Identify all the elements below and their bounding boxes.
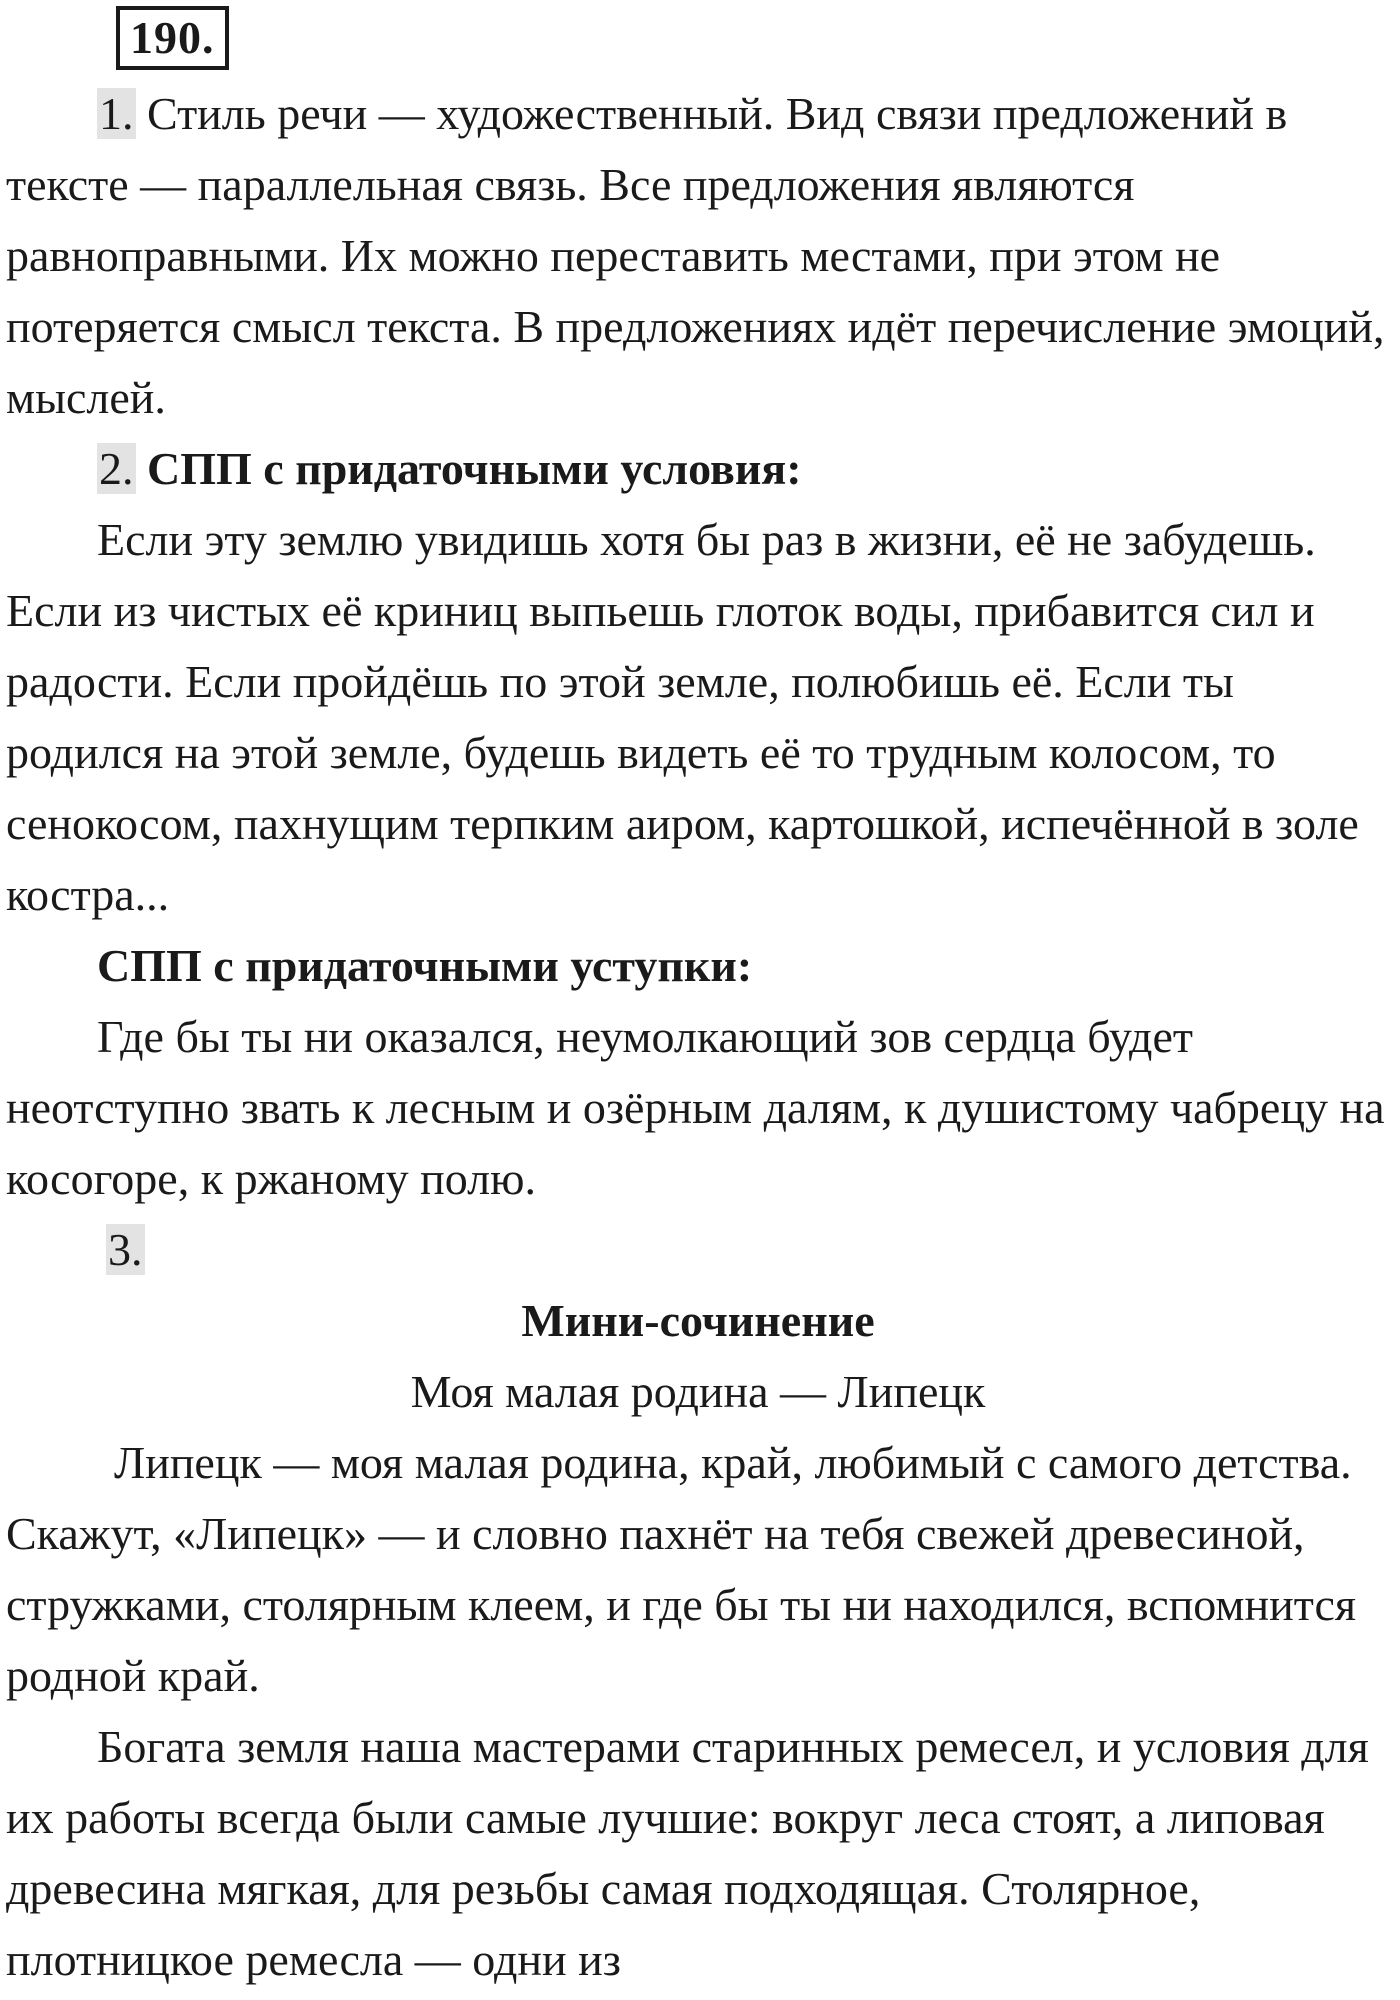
essay-paragraph-1: Липецк — моя малая родина, край, любимый с самого детства. Скажут, «Липецк» — и словно пахнёт на тебя свежей древесиной, стружками, столярным клеем, и где бы ты ни находился, вспомнится родной край. (6, 1437, 1357, 1701)
exercise-number-box (116, 6, 229, 70)
item-1-text: Стиль речи — художественный. Вид связи предложений в тексте — параллельная связь. Все предложения являются равноправными. Их можно переставить местами, при этом не потеряется смысл текста. В предложениях идёт перечисление эмоций, мыслей. (6, 88, 1385, 423)
item-3-number: 3. (108, 1224, 143, 1275)
answer-content (6, 78, 1390, 1995)
essay-paragraph-2: Богата земля наша мастерами старинных ремесел, и условия для их работы всегда были самые лучшие: вокруг леса стоят, а липовая древесина мягкая, для резьбы самая подходящая. Столярное, плотницкое ремесла — одни из (6, 1721, 1369, 1985)
essay-title: Моя малая родина — Липецк (410, 1366, 986, 1417)
exercise-number: 190. (130, 12, 215, 63)
item-2-heading-condition: СПП с придаточными условия: (147, 443, 802, 494)
item-2-number: 2. (99, 443, 134, 494)
item-2-heading-line (6, 433, 1390, 504)
item-2-heading-concession: СПП с придаточными уступки: (97, 940, 753, 991)
item-1-paragraph (6, 78, 1390, 433)
item-1-number: 1. (99, 88, 134, 139)
item-3-line (6, 1214, 1390, 1285)
item-2-concession-text: Где бы ты ни оказался, неумолкающий зов сердца будет неотступно звать к лесным и озёрным далям, к душистому чабрецу на косогоре, к ржаному полю. (6, 1011, 1385, 1204)
essay-heading: Мини-сочинение (521, 1295, 875, 1346)
item-2-condition-text: Если эту землю увидишь хотя бы раз в жизни, её не забудешь. Если из чистых её криниц выпьешь глоток воды, прибавится сил и радости. Если пройдёшь по этой земле, полюбишь её. Если ты родился на этой земле, будешь видеть её то трудным колосом, то сенокосом, пахнущим терпким аиром, картошкой, испечённой в золе костра... (6, 514, 1359, 920)
